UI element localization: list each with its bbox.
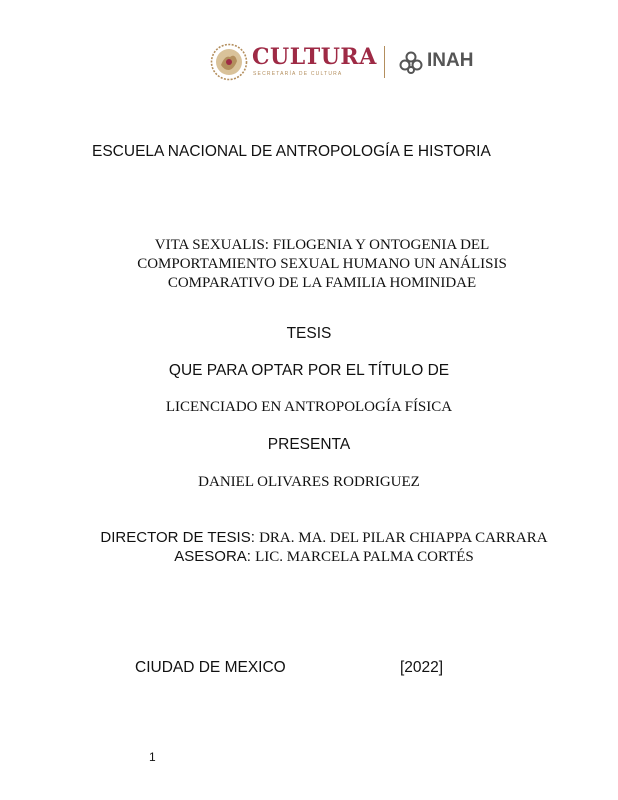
mexico-seal-icon — [210, 43, 248, 81]
city: CIUDAD DE MEXICO — [135, 659, 286, 676]
cultura-logo-subtext: SECRETARÍA DE CULTURA — [253, 71, 343, 77]
cultura-logo-text: CULTURA — [252, 44, 377, 70]
thesis-title — [120, 236, 524, 293]
inah-logo-text: INAH — [427, 50, 474, 71]
director-line — [100, 529, 548, 548]
header-logos — [0, 40, 618, 88]
director-label: DIRECTOR DE TESIS: — [100, 529, 260, 546]
advisor-name: LIC. MARCELA PALMA CORTÉS — [255, 548, 474, 565]
thesis-title-line-1: VITA SEXUALIS: FILOGENIA Y ONTOGENIA DEL — [154, 237, 490, 253]
advisor-label: ASESORA: — [174, 547, 256, 565]
presenta-label: PRESENTA — [267, 436, 351, 453]
degree-intro: QUE PARA OPTAR POR EL TÍTULO DE — [168, 362, 450, 379]
thesis-title-line-3: COMPARATIVO DE LA FAMILIA HOMINIDAE — [167, 275, 477, 291]
page-number: 1 — [149, 750, 156, 764]
degree-title: LICENCIADO EN ANTROPOLOGÍA FÍSICA — [165, 399, 453, 415]
inah-emblem-icon — [398, 50, 424, 76]
logo-divider — [384, 46, 385, 78]
school-name: ESCUELA NACIONAL DE ANTROPOLOGÍA E HISTORIA — [92, 143, 491, 160]
year: [2022] — [400, 659, 444, 676]
author-name: DANIEL OLIVARES RODRIGUEZ — [198, 474, 420, 490]
director-name: DRA. MA. DEL PILAR CHIAPPA CARRARA — [259, 530, 548, 546]
document-type: TESIS — [286, 325, 332, 342]
thesis-supervisors — [100, 529, 548, 566]
advisor-line — [100, 548, 548, 567]
thesis-title-line-2: COMPORTAMIENTO SEXUAL HUMANO UN ANÁLISIS — [137, 256, 507, 272]
